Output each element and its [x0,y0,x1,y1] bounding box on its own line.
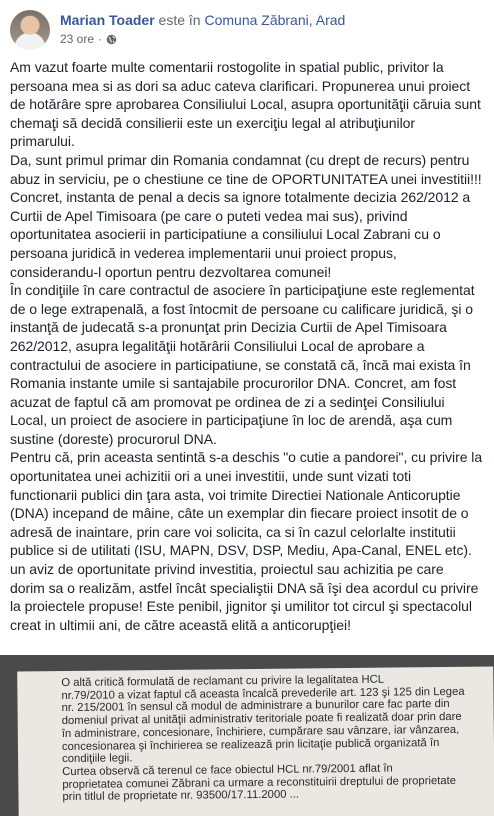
post-header [0,0,494,58]
document-text: O altă critică formulată de reclamant cu privire la legalitatea HCL nr.79/2010 a vizat faptul că aceasta încalcă prevederile art. 123 şi 125 din Legea nr. 215/2001 în sensul că modul de administrare a bunurilor care fac parte din domeniul privat al unităţii administrativ teritoriale poate fi realizată doar prin dare în administrare, concesionare, închiriere, cumpărare sau vânzare, iar vânzarea, concesionarea şi închirierea se realizează prin licitaţie publică organizată în condiţiile legii. Curtea observă că terenul ce face obiectul HCL nr.79/2001 aflat în proprietatea comunei Zăbrani ca urmare a reconstituirii dreptului de proprietate prin titlul de proprietate nr. 93500/17.11.2000 ... [17,667,494,816]
meta-separator: · [98,32,103,46]
post-body-text: Am vazut foarte multe comentarii rostogolite in spatial public, privitor la persoana mea si as dori sa aduc cateva clarificari. Propunerea unui proiect de hotărâre spre aprobarea Consiliului Local, asupra oportunităţii căruia sunt chemaţi să decidă consilierii este un exerciţiu legal al atribuţiunilor primarului. Da, sunt primul primar din Romania condamnat (cu drept de recurs) pentru abuz in serviciu, pe o chestiune ce tine de OPORTUNITATEA unei investitii!!! Concret, instanta de penal a decis sa ignore totalmente decizia 262/2012 a Curtii de Apel Timisoara (pe care o puteti vedea mai sus), privind oportunitatea asocierii in participatiune a consiliului Local Zabrani cu o persoana juridică in vederea implementarii unui proiect propus, considerandu-l oportun pentru dezvoltarea comunei! În condiţiile în care contractul de asociere în participaţiune este reglementat de o lege extrapenală, a fost întocmit de persoane cu calificare juridică, şi o instanţă de judecată s-a pronunţat prin Decizia Curtii de Apel Timisoara 262/2012, asupra legalităţii hotărârii Consiliului Local de aprobare a contractului de asociere in participatiune, se constată că, încă mai exista în Romania instante umile si santajabile procurorilor DNA. Concret, am fost acuzat de faptul că am promovat pe ordinea de zi a sedinţei Consiliului Local, un proiect de asociere in participaţiune în loc de arendă, aşa cum sustine (doreste) procurorul DNA. Pentru că, prin aceasta sentintă s-a deschis "o cutie a pandorei", cu privire la oportunitatea unei achizitii ori a unei investitii, unde sunt vizati toti functionarii publici din ţara asta, voi trimite Directiei Nationale Anticoruptie (DNA) incepand de mâine, câte un exemplar din fiecare proiect insotit de o adresă de inaintare, prin care voi solicita, ca si în cazul celorlalte institutii publice si de utilitati (ISU, MAPN, DSV, DSP, Mediu, Apa-Canal, ENEL etc). un aviz de oportunitate privind investitia, proiectul sau achizitia pe care dorim sa o realizăm, astfel încât specialiştii DNA să îşi dea acordul cu privire la proiectele propuse! Este penibil, jignitor şi umilitor tot circul şi spectacolul creat in ultimii ani, de către această elită a anticorupţiei! [10,59,483,633]
location-link[interactable]: Comuna Zăbrani, Arad [204,12,346,28]
globe-icon[interactable] [106,34,117,45]
location-verb: este în [154,12,205,28]
post-author-line [60,12,345,29]
post-time[interactable]: 23 ore [60,32,95,46]
post-meta [60,32,117,47]
avatar[interactable] [10,10,50,50]
author-name[interactable]: Marian Toader [60,12,155,28]
attached-document-photo[interactable] [0,655,494,816]
